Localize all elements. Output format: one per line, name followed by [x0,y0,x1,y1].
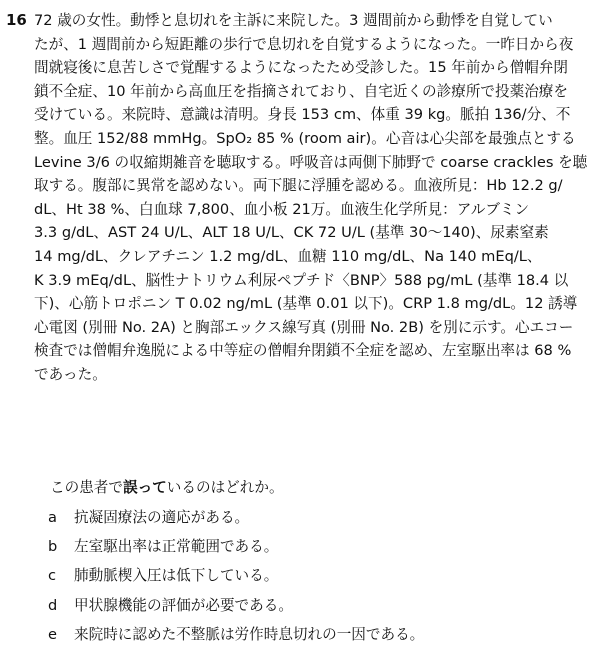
stem-line: 取する。腹部に異常を認めない。両下腿に浮腫を認める。血液所見：Hb 12.2 g/ [34,177,563,195]
choice-letter: c [48,567,57,585]
answer-choices [48,506,424,652]
stem-line: 整。血圧 152/88 mmHg。SpO₂ 85 % (room air)。心音は心尖部を最強点とする [34,129,576,147]
stem-line: 間就寝後に息苦しさで覚醒するようになったため受診した。15 年前から僧帽弁閉 [34,59,568,77]
stem-line: 受けている。来院時、意識は清明。身長 153 cm、体重 39 kg。脈拍 136/分、不 [34,106,571,124]
stem-line: Levine 3/6 の収縮期雑音を聴取する。呼吸音は両側下肺野で coarse crackles を聴 [34,153,588,171]
choice-text: 肺動脈楔入圧は低下している。 [74,567,279,585]
choice-text: 抗凝固療法の適応がある。 [74,509,250,526]
stem-line: 検査では僧帽弁逸脱による中等症の僧帽弁閉鎖不全症を認め、左室駆出率は 68 % [34,342,572,360]
choice-letter: a [48,509,57,526]
stem-line: 14 mg/dL、クレアチニン 1.2 mg/dL、血糖 110 mg/dL、Na 140 mEq/L、 [34,247,542,265]
choice-text: 左室駆出率は正常範囲である。 [74,538,279,556]
stem-line: たが、1 週間前から短距離の歩行で息切れを自覚するようになった。一昨日から夜 [34,35,574,53]
stem-line: 心電図 (別冊 No. 2A) と胸部エックス線写真 (別冊 No. 2B) を別に示す。心エコー [34,318,574,336]
stem-line: 下)、心筋トロポニン T 0.02 ng/mL (基準 0.01 以下)。CRP 1.8 mg/dL。12 誘導 [34,295,578,313]
choice-d[interactable] [48,594,424,623]
choice-letter: e [48,625,57,643]
stem-line: dL、Ht 38 %、白血球 7,800、血小板 21万。血液生化学所見：アルブミン [34,200,530,218]
question-stem [34,9,586,387]
choice-a[interactable] [48,506,424,535]
choice-c[interactable] [48,564,424,593]
choice-text: 来院時に認めた不整脈は労作時息切れの一因である。 [74,625,425,643]
choice-text: 甲状腺機能の評価が必要である。 [74,596,293,614]
choice-b[interactable] [48,535,424,564]
choice-e[interactable] [48,623,424,652]
question-prompt [50,477,284,499]
prompt-emphasis: 誤って [122,479,167,496]
question-number: 16 [6,11,27,29]
choice-letter: d [48,596,58,614]
stem-line: K 3.9 mEq/dL、脳性ナトリウム利尿ペプチド〈BNP〉588 pg/mL (基準 18.4 以 [34,271,569,289]
stem-line: 3.3 g/dL、AST 24 U/L、ALT 18 U/L、CK 72 U/L (基準 30～140)、尿素窒素 [34,224,549,242]
choice-letter: b [48,538,58,556]
prompt-text-before: この患者で [50,479,123,496]
stem-line: 鎖不全症、10 年前から高血圧を指摘されており、自宅近くの診療所で投薬治療を [34,82,568,100]
prompt-text-after: いるのはどれか。 [166,479,284,496]
stem-line: 72 歳の女性。動悸と息切れを主訴に来院した。3 週間前から動悸を自覚してい [34,12,553,29]
stem-line: であった。 [34,365,107,383]
